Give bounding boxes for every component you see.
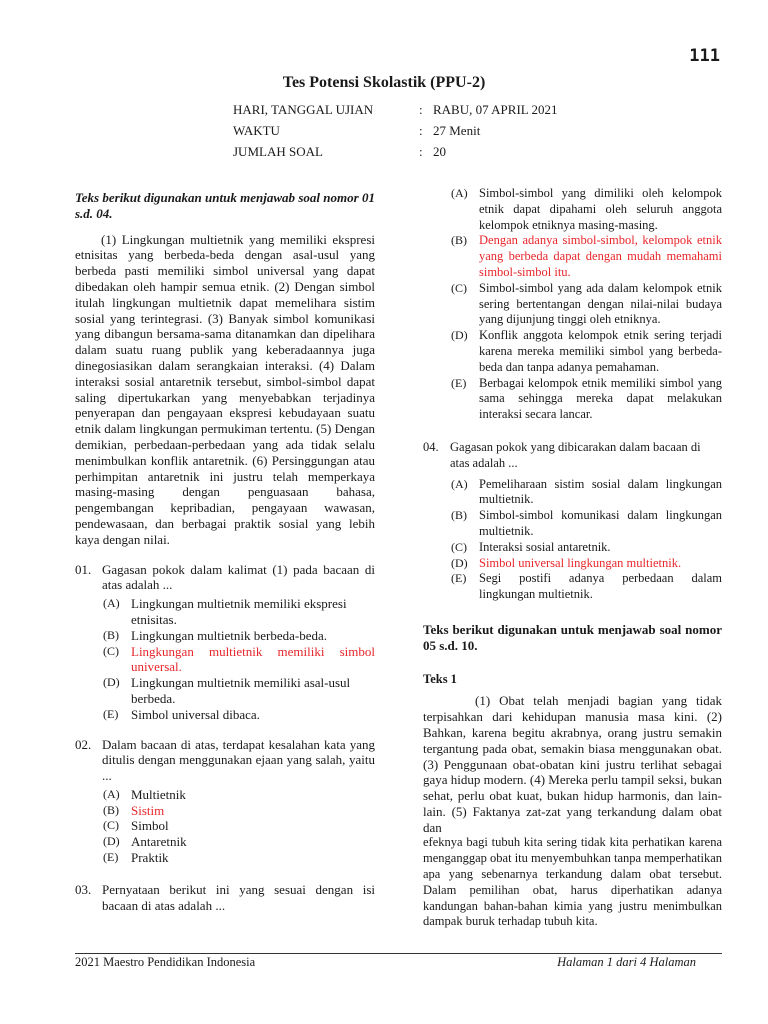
option-label: (E) — [451, 375, 467, 390]
option-label: (D) — [103, 834, 120, 849]
option-label: (B) — [451, 233, 467, 248]
option-label: (C) — [103, 818, 119, 833]
option-label: (B) — [103, 627, 119, 642]
option-a[interactable] — [451, 186, 722, 233]
passage-intro: Teks berikut digunakan untuk menjawab soal nomor 01 s.d. 04. — [75, 190, 375, 221]
passage-intro-2: Teks berikut digunakan untuk menjawab soal nomor 05 s.d. 10. — [423, 621, 722, 653]
option-text: Multietnik — [131, 786, 186, 802]
question-number: 04. — [423, 439, 439, 454]
meta-label: JUMLAH SOAL — [233, 143, 323, 159]
question-01 — [75, 562, 375, 594]
reading-passage: (1) Lingkungan multietnik yang memiliki ekspresi etnisitas yang berbeda-beda dengan asal-usul yang berbeda pasti memiliki simbol universal yang dapat dibedakan oleh hampir semua etnik. (2) Dengan simbol itulah lingkungan multietnik dapat memelihara sistim sosial yang terintegrasi. (3) Banyak simbol komunikasi yang dibangun bersama-sama ditanamkan dan dipelihara dalam suatu ruang publik yang keberadaannya juga dinegosiasikan dalam serangkaian interaksi. (4) Dalam interaksi sosial antaretnik tersebut, simbol-simbol dapat saling dipertukarkan yang menyebabkan terjadinya penyerapan dan pengayaan ekspresi kebudayaan suatu etnik dalam lingkungan permukiman tertentu. (5) Dengan demikian, perbedaan-perbedaan yang ada tidak selalu menimbulkan konflik antaretnik. (6) Persinggungan atau perhimpitan antaretnik ini justru telah memperkaya masing-masing dengan penguasaan bahasa, pengembangan kepribadian, pengayaan wawasan, pendewasaan, dan berbagai praktik sosial yang lebih kaya dengan nilai. — [75, 231, 375, 547]
option-a[interactable] — [451, 477, 722, 509]
meta-row-count — [233, 141, 557, 162]
question-number: 02. — [75, 736, 92, 752]
question-number: 03. — [75, 881, 92, 897]
option-d[interactable] — [451, 328, 722, 375]
option-b-answer[interactable] — [103, 803, 375, 819]
option-e[interactable] — [451, 376, 722, 423]
option-text: Simbol-simbol komunikasi dalam lingkungan multietnik. — [479, 508, 722, 538]
option-text: Lingkungan multietnik memiliki ekspresi etnisitas. — [131, 596, 347, 627]
option-text: Lingkungan multietnik memiliki simbol universal. — [131, 643, 375, 675]
footer-publisher: 2021 Maestro Pendidikan Indonesia — [75, 955, 256, 969]
option-c[interactable] — [451, 540, 722, 556]
left-column — [75, 190, 375, 913]
question-text: Pernyataan berikut ini yang sesuai dengan isi bacaan di atas adalah ... — [102, 881, 375, 913]
meta-row-date — [233, 99, 557, 120]
right-column — [423, 186, 722, 930]
meta-label: WAKTU — [233, 122, 280, 138]
meta-value: 27 Menit — [433, 122, 481, 138]
option-label: (E) — [103, 706, 119, 721]
option-b[interactable] — [103, 628, 375, 644]
option-text: Sistim — [131, 802, 165, 818]
meta-colon: : — [419, 143, 423, 159]
option-label: (C) — [103, 643, 119, 658]
footer-pagination: Halaman 1 dari 4 Halaman — [557, 955, 696, 969]
option-d[interactable] — [103, 834, 375, 850]
question-02 — [75, 737, 375, 784]
option-label: (D) — [451, 328, 468, 343]
option-label: (D) — [451, 555, 468, 570]
question-text: Dalam bacaan di atas, terdapat kesalahan kata yang ditulis dengan menggunakan ejaan yang salah, yaitu ... — [102, 736, 375, 784]
teks-1-passage-cont: efeknya bagi tubuh kita sering tidak kita perhatikan karena menganggap obat itu menyembuhkan tanpa memperhatikan apa yang sebenarnya terkandung dalam obat tersebut. Dalam pemilihan obat, harus diperhatikan adanya kandungan bahan-bahan kimia yang justru menimbulkan dampak buruk terhadap tubuh kita. — [423, 835, 722, 929]
page-title: Tes Potensi Skolastik (PPU-2) — [282, 74, 486, 91]
option-d-answer[interactable] — [451, 556, 722, 572]
question-03-options — [451, 186, 722, 423]
question-03 — [75, 882, 375, 914]
question-text: Gagasan pokok yang dibicarakan dalam bacaan di atas adalah ... — [450, 439, 701, 470]
option-b[interactable] — [451, 508, 722, 540]
option-text: Pemeliharaan sistim sosial dalam lingkungan multietnik. — [479, 476, 722, 507]
option-a[interactable] — [103, 787, 375, 803]
option-label: (E) — [103, 850, 119, 865]
option-e[interactable] — [451, 571, 722, 603]
option-a[interactable] — [103, 596, 375, 628]
option-text: Segi postifi adanya perbedaan dalam lingkungan multietnik. — [479, 571, 722, 602]
option-e[interactable] — [103, 850, 375, 866]
question-number: 01. — [75, 561, 92, 577]
option-text: Lingkungan multietnik berbeda-beda. — [131, 627, 328, 643]
option-label: (D) — [103, 675, 120, 690]
question-04-options — [451, 477, 722, 603]
option-text: Konflik anggota kelompok etnik sering terjadi karena mereka memiliki simbol yang berbeda-beda dan tanpa adanya pemahaman. — [479, 328, 722, 374]
option-text: Berbagai kelompok etnik memiliki simbol yang sama sehingga mereka dapat melakukan interaksi secara lancar. — [479, 375, 722, 422]
question-text: Gagasan pokok dalam kalimat (1) pada bacaan di atas adalah ... — [102, 561, 375, 593]
option-label: (A) — [451, 476, 468, 491]
option-text: Dengan adanya simbol-simbol, kelompok etnik yang berbeda dapat dengan mudah memahami simbol-simbol itu. — [479, 233, 722, 279]
meta-row-time — [233, 120, 557, 141]
page-number: 111 — [689, 46, 720, 66]
option-e[interactable] — [103, 707, 375, 723]
option-label: (C) — [451, 280, 467, 295]
option-d[interactable] — [103, 675, 375, 707]
option-c-answer[interactable] — [103, 644, 375, 676]
exam-meta — [233, 99, 557, 162]
option-b-answer[interactable] — [451, 233, 722, 280]
meta-value: RABU, 07 APRIL 2021 — [433, 101, 558, 117]
option-text: Simbol-simbol yang ada dalam kelompok etnik sering bertentangan dengan nilai-nilai budaya yang dijunjung tinggi oleh etniknya. — [479, 280, 722, 327]
option-label: (B) — [103, 802, 119, 817]
footer-divider — [75, 953, 722, 954]
option-label: (A) — [103, 596, 120, 611]
question-04 — [423, 440, 722, 472]
meta-value: 20 — [433, 143, 446, 159]
teks-1-passage: (1) Obat telah menjadi bagian yang tidak terpisahkan dari kehidupan manusia masa kini. (2) Bahkan, karena begitu akrabnya, orang justru semakin tergantung pada obat, semakin biasa menggunakan obat. (3) Penggunaan obat-obatan kini justru terlihat sebagai gaya hidup modern. (4) Mereka perlu tampil seksi, bukan sehat, perlu obat kuat, bukan hidup harmonis, dan lain-lain. (5) Faktanya zat-zat yang terkandung dalam obat dan — [423, 693, 722, 835]
option-text: Simbol — [131, 818, 169, 834]
question-02-options — [103, 787, 375, 866]
meta-label: HARI, TANGGAL UJIAN — [233, 101, 374, 117]
option-c[interactable] — [451, 281, 722, 328]
option-text: Antaretnik — [131, 834, 187, 850]
option-label: (A) — [103, 786, 120, 801]
meta-colon: : — [419, 122, 423, 138]
option-text: Simbol universal dibaca. — [131, 706, 260, 722]
teks-1-title: Teks 1 — [423, 671, 457, 686]
option-label: (A) — [451, 186, 468, 200]
option-c[interactable] — [103, 818, 375, 834]
option-label: (C) — [451, 539, 467, 554]
option-label: (E) — [451, 571, 467, 586]
option-label: (B) — [451, 508, 467, 523]
question-01-options — [103, 596, 375, 722]
option-text: Lingkungan multietnik memiliki asal-usul berbeda. — [131, 675, 351, 706]
option-text: Praktik — [131, 850, 169, 866]
option-text: Simbol universal lingkungan multietnik. — [479, 555, 682, 570]
meta-colon: : — [419, 101, 423, 117]
option-text: Simbol-simbol yang dimiliki oleh kelompok etnik dapat dipahami oleh seluruh anggota kelompok etniknya masing-masing. — [479, 186, 722, 232]
option-text: Interaksi sosial antaretnik. — [479, 539, 611, 554]
